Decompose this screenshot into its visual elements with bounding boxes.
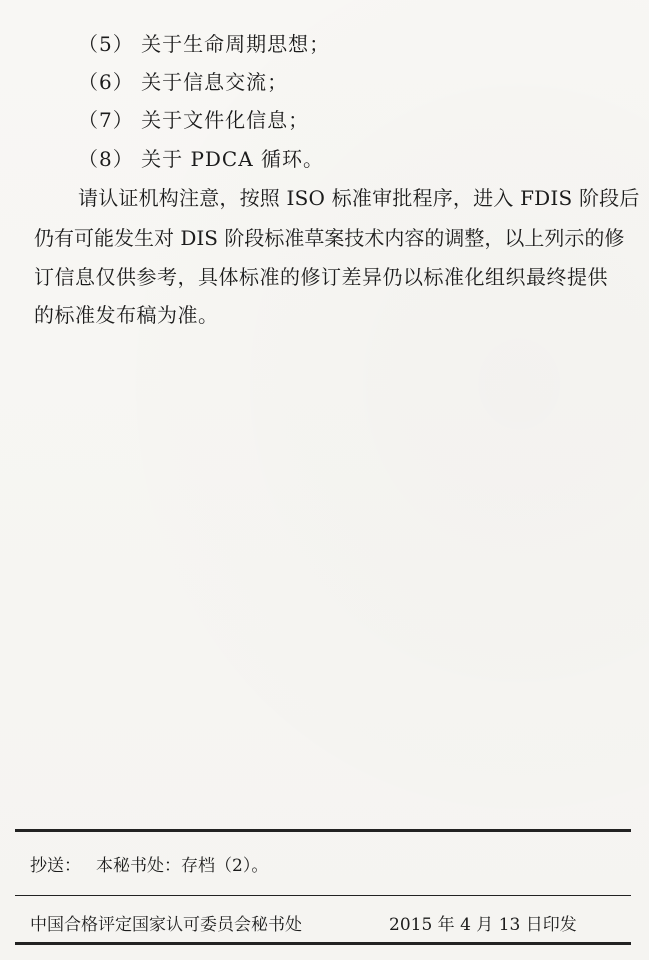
list-item-7: （7） 关于文件化信息； (78, 108, 310, 132)
notice-paragraph-line-2: 仍有可能发生对 DIS 阶段标准草案技术内容的调整，以上列示的修 (34, 226, 625, 250)
issue-date: 2015 年 4 月 13 日印发 (389, 915, 577, 935)
notice-paragraph-line-4: 的标准发布稿为准。 (34, 303, 219, 327)
cc-label: 抄送： (30, 856, 81, 876)
notice-paragraph-line-1: 请认证机构注意，按照 ISO 标准审批程序，进入 FDIS 阶段后 (78, 186, 640, 210)
issuer-organization: 中国合格评定国家认可委员会秘书处 (30, 915, 302, 935)
notice-paragraph-line-3: 订信息仅供参考，具体标准的修订差异仍以标准化组织最终提供 (34, 265, 608, 289)
cc-recipients: 本秘书处：存档（2）。 (96, 856, 269, 876)
list-item-5: （5） 关于生命周期思想； (78, 32, 331, 56)
cc-bottom-rule (15, 895, 631, 896)
list-item-6: （6） 关于信息交流； (78, 70, 289, 94)
list-item-8: （8） 关于 PDCA 循环。 (78, 147, 325, 171)
issuer-bottom-rule (15, 942, 631, 945)
cc-top-rule (15, 829, 631, 832)
